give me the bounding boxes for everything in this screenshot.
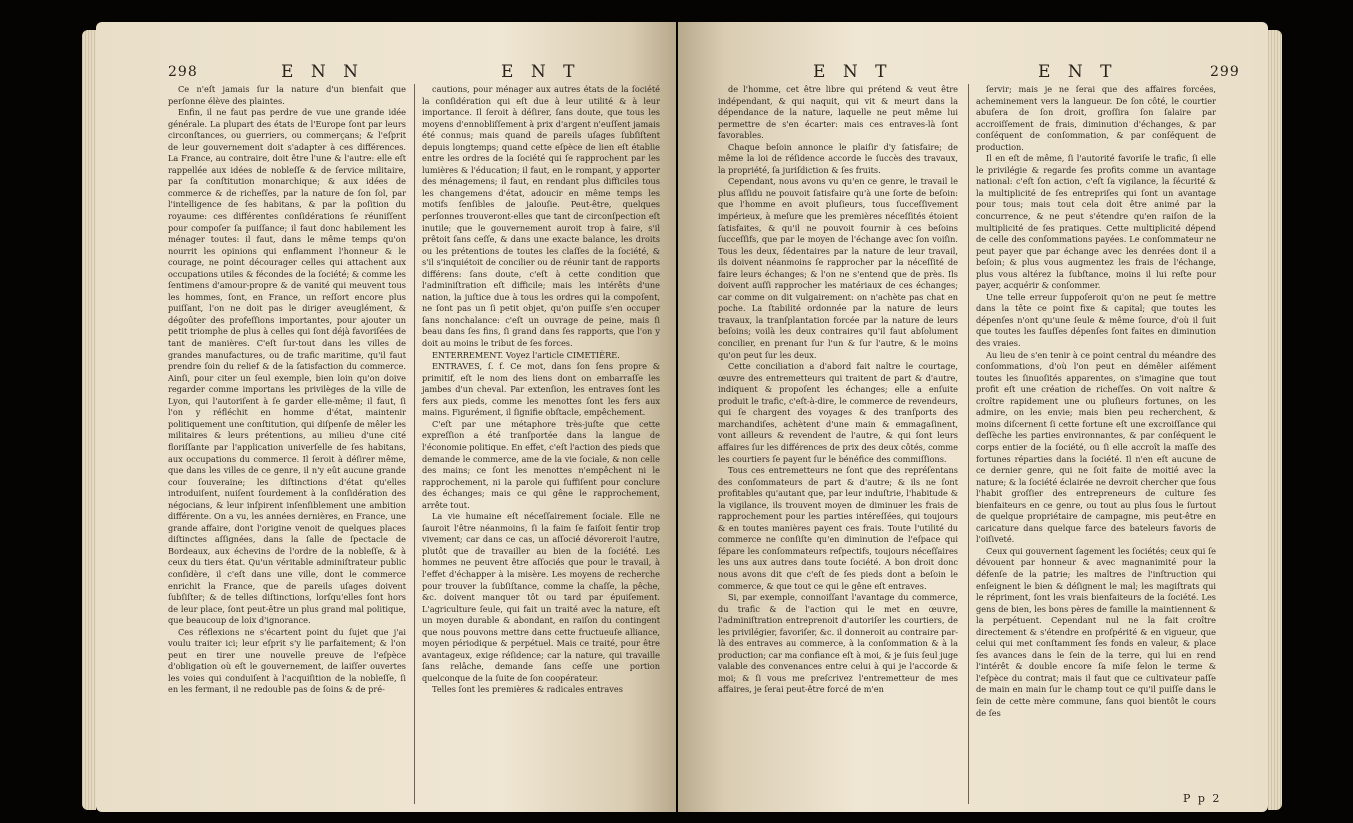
text-column-1 bbox=[718, 84, 958, 696]
page-number: 299 bbox=[1210, 64, 1240, 80]
page-number: 298 bbox=[168, 64, 198, 80]
running-header-left: E N N bbox=[281, 62, 364, 82]
paragraph: Ces réflexions ne s'écartent point du ſujet que j'ai voulu traiter ici; leur eſprit s'y lie parfaitement; & l'on peut en tirer une nouvelle preuve de l'eſpèce d'obligation où eſt le gouvernement, de laiſſer ouvertes les voies qui conduiſent à l'acquiſition de la nobleſſe, ſi en les fermant, il ne redouble pas de ſoins & de pré- bbox=[168, 626, 406, 695]
paragraph: Ce n'eſt jamais ſur la nature d'un bienfait que perſonne élève des plaintes. bbox=[168, 84, 406, 106]
paragraph: Ceux qui gouvernent ſagement les ſociétés; ceux qui ſe dévouent par honneur & avec magnanimité pour la défenſe de la patrie; les maîtres de l'inſtruction qui enſeignent le bien & déſignent le mal; les magiſtrats qui le répriment, ſont les vrais bienfaiteurs de la ſociété. Les gens de bien, les bons pères de famille la maintiennent & la perpétuent. Cependant nul ne la fait croître directement & s'étendre en proſpérité & en vigueur, que celui qui met conſtamment ſes fonds en valeur, & place ſes avances dans le ſein de la terre, qui lui en rend l'intérêt & double encore ſa miſe ſelon le terme & l'eſpèce du contrat; mais il faut que ce cultivateur paſſe de main en main ſur le champ tout ce qu'il puiſſe dans le ſein de cette mère commune, ſans quoi bientôt le cours de ſes bbox=[976, 545, 1216, 718]
paragraph: Chaque beſoin annonce le plaiſir d'y ſatisfaire; de même la loi de réſidence accorde le ſuccès des travaux, la propriété, ſa juriſdiction & ſes fruits. bbox=[718, 141, 958, 175]
page-edges-left bbox=[82, 30, 96, 810]
entry-heading: ENTERREMENT. Voyez l'article CIMETIÈRE. bbox=[432, 349, 620, 360]
paragraph: Cependant, nous avons vu qu'en ce genre, le travail le plus aſſidu ne pouvoit ſatisfaire qu'à une ſorte de beſoin: que l'homme en avoit pluſieurs, tous ſucceſſivement impérieux, à meſure que les premières néceſſités étoient ſatisfaites, & qu'il ne pouvoit fournir à ces beſoins ſucceſſifs, que par le moyen de l'échange avec ſon voiſin. Tous les deux, ſédentaires par la nature de leur travail, ils doivent néanmoins ſe rapprocher par la néceſſité de faire leurs échanges; & l'on ne s'entend que de près. Ils doivent auſſi rapprocher les matériaux de ces échanges; car comme on dit vulgairement: on n'achète pas chat en poche. La ſtabilité ordonnée par la nature de leurs travaux, la tranſplantation forcée par la nature de leurs beſoins; voilà les deux contraires qu'il faut abſolument concilier, en prenant ſur l'un & ſur l'autre, & le moins qu'on peut ſur les deux. bbox=[718, 176, 958, 360]
page-edges-right bbox=[1268, 30, 1282, 810]
paragraph: Cette conciliation a d'abord fait naître le courtage, œuvre des entremetteurs qui traitent de part & d'autre, indiquent & propoſent les échanges; elle a enſuite produit le trafic, c'eſt-à-dire, le commerce de revendeurs, qui ſe chargent des voyages & des tranſports des marchandiſes, achètent d'une main & emmagaſinent, vont ailleurs & revendent de l'autre, & qui ſont leurs affaires ſur les différences de prix des deux côtés, comme les courtiers ſe payent ſur le bénéfice des commiſſions. bbox=[718, 361, 958, 464]
paragraph: de l'homme, cet être libre qui prétend & veut être indépendant, & qui naquit, qui vit & meurt dans la dépendance de la nature, laquelle ne peut même lui permettre de s'en écarter: mais ces entraves-là ſont favorables. bbox=[718, 84, 958, 141]
column-divider bbox=[414, 84, 415, 804]
running-header-right: E N T bbox=[1038, 62, 1118, 82]
paragraph: Telles ſont les premières & radicales entraves bbox=[432, 684, 623, 695]
entry-heading: ENTRAVES, ſ. f. Ce mot, dans ſon ſens propre & primitif, eſt le nom des liens dont on embarraſſe les jambes d'un cheval. Par extenſion, les entraves ſont les fers aux pieds, comme les menottes ſont les fers aux mains. Figurément, il ſignifie obſtacle, empêchement. bbox=[422, 361, 660, 418]
left-page bbox=[96, 22, 676, 812]
paragraph: Au lieu de s'en tenir à ce point central du méandre des conſommations, d'où l'on peut en démêler aiſément toutes les ſinuoſités apparentes, on s'imagine que tout profit eſt une création de richeſſes. On voit naître & croître rapidement une ou pluſieurs fortunes, on les admire, on les envie; mais bien peu recherchent, & moins diſcernent ſi cette fortune eſt une excroiſſance qui deſſèche les parties environnantes, & par conſéquent le corps entier de la ſociété, ou ſi elle accroît la maſſe des fortunes réparties dans la ſociété. Il n'en eſt aucune de ce dernier genre, qui ne ſoit faite de moitié avec la nature; & la ſociété éclairée ne devroit chercher que ſous l'habit groſſier des entrepreneurs de culture ſes bienfaiteurs en ce genre, ou tout au plus ſous le ſurtout de quelque propriétaire de campagne, mis peut-être en caricature dans quelque farce des bateleurs favoris de l'oiſiveté. bbox=[976, 349, 1216, 545]
running-header-left: E N T bbox=[813, 62, 893, 82]
signature-mark: P p 2 bbox=[1183, 792, 1222, 805]
paragraph: ſervir; mais je ne ſerai que des affaires forcées, acheminement vers la langueur. De ſon côté, le courtier abuſera de ſon droit, groſſira ſon ſalaire par accroiſſement de frais, diminution d'échanges, & par conſéquent de conſommation, & par conſéquent de production. bbox=[976, 84, 1216, 152]
paragraph: Enfin, il ne faut pas perdre de vue une grande idée générale. La plupart des états de l'Europe ſont par leurs circonſtances, ou guerriers, ou commerçans; & l'eſprit de leur gouvernement doit s'adapter à ces différences. La France, au contraire, doit être l'une & l'autre: elle eſt rappellée aux idées de nobleſſe & de ſervice militaire, par ſa conſtitution monarchique; & aux idées de commerce & de richeſſes, par la nature de ſon ſol, par l'intelligence de ſes habitans, & par la poſition du royaume: ces différentes conſidérations ſe réuniſſent pour compoſer ſa puiſſance; il faut donc habilement les ménager toutes: il faut, dans le même temps qu'on nourrit les opinions qui enflamment l'honneur & le courage, ne point décourager celles qui attachent aux occupations utiles & fécondes de la ſociété; & comme les ſentimens d'amour-propre & de vanité qui meuvent tous les hommes, ſont, en France, un reſſort encore plus puiſſant, l'on ne doit pas le diriger aveuglément, & dégoûter des profeſſions importantes, pour ajouter un petit triomphe de plus à celles qui ſont déjà favoriſées de tant de manières. C'eſt ſur-tout dans les villes de grandes manufactures, ou de trafic maritime, qu'il faut prendre ſoin du relief & de la ſatisfaction du commerce. Ainſi, pour citer un ſeul exemple, bien loin qu'on doive regarder comme importans les privilèges de la ville de Lyon, qui l'autoriſent à ſe garder elle-même; il faut, ſi l'on y réfléchit en homme d'état, maintenir politiquement une conſtitution, qui diſpenſe de mêler les militaires & leurs prétentions, au milieu d'une cité floriſſante par l'application univerſelle de ſes habitans, aux occupations du commerce. Il ſeroit à déſirer même, que dans les villes de ce genre, il n'y eût aucune grande cour ſouveraine; les diſtinctions d'état qu'elles introduiſent, nuiſent ſourdement à la conſidération des négocians, & leur inſpirent inſenſiblement une ambition différente. On a vu, les années dernières, en France, une grande affaire, dont l'origine venoit de quelques places diſtinctes aſſignées, dans la ſalle de ſpectacle de Bordeaux, aux échevins de l'ordre de la nobleſſe, & à ceux du tiers état. Qu'un véritable adminiſtrateur public conſidère, il c'eſt dans une ville, dont le commerce enrichit la France, que de pareils uſages doivent ſubſiſter; & de telles diſtinctions, lorſqu'elles ſont hors de leur place, ſont peut-être un plus grand mal politique, que beaucoup de loix d'ignorance. bbox=[168, 107, 406, 626]
paragraph: cautions, pour ménager aux autres états de la ſociété la conſidération qui eſt due à leur utilité & à leur importance. Il ſeroit à déſirer, ſans doute, que tous les moyens d'ennobliſſement à prix d'argent n'euſſent jamais été connus; mais quand de pareils uſages ſubſiſtent depuis longtemps; quand cette eſpèce de lien eſt établie entre les ordres de la ſociété qui ſe rapprochent par les lumières & l'éducation; il faut, en le rompant, y apporter des ménagemens; il faut, en rendant plus difficiles tous les changemens d'état, adoucir en même temps les motifs ſenſibles de jalouſie. Peut-être, quelques perſonnes trouveront-elles que tant de circonſpection eſt inutile; que le gouvernement auroit trop à faire, s'il prêtoit ſans ceſſe, & dans une exacte balance, les droits ou les prétentions de toutes les claſſes de la ſociété, & s'il s'inquiétoit de concilier ou de réunir tant de rapports différens: ſans doute, c'eſt à cette condition que l'adminiſtration eſt difficile; mais les intérêts d'une nation, la juſtice due à tous les ordres qui la compoſent, ne ſont pas un ſi petit objet, qu'on puiſſe s'en occuper ſans nonchalance: c'eſt un ouvrage de peine, mais ſi beau dans ſes fins, ſi grand dans ſes rapports, que l'on y doit au moins le tribut de ſes forces. bbox=[422, 84, 660, 349]
paragraph: La vie humaine eſt néceſſairement ſociale. Elle ne ſauroit l'être néanmoins, ſi la faim ſe faiſoit ſentir trop vivement; car dans ce cas, un aſſocié dévoreroit l'autre, plutôt que de travailler au bien de la ſociété. Les hommes ne peuvent être aſſociés que pour le travail, à l'effet d'échapper à la misère. Les moyens de recherche pour trouver la ſubſiſtance, comme la chaſſe, la pêche, &c. doivent manquer tôt ou tard par épuiſement. L'agriculture ſeule, qui fait un traité avec la nature, eſt un moyen durable & abondant, en raiſon du contingent que nous pouvons mettre dans cette fructueuſe alliance, moyen périodique & perpétuel. Mais ce traité, pour être avantageux, exige réſidence; car la nature, qui travaille ſans relâche, demande ſans ceſſe une portion quelconque de la ſuite de ſon coopérateur. bbox=[422, 511, 660, 683]
paragraph: Si, par exemple, connoiſſant l'avantage du commerce, du trafic & de l'action qui le met en œuvre, l'adminiſtration entreprenoit d'autoriſer les courtiers, de les privilégier, favoriſer, &c. il donneroit au contraire par-là des entraves au commerce, à la conſommation & à la production; car ma confiance eſt à moi, & je ſuis ſeul juge valable des convenances entre celui à qui je l'accorde & moi; & ſi vous me preſcrivez l'entremetteur de mes affaires, je ſerai peut-être forcé de m'en bbox=[718, 592, 959, 695]
text-column-1 bbox=[168, 84, 406, 696]
paragraph: C'eſt par une métaphore très-juſte que cette expreſſion a été tranſportée dans la langue de l'économie politique. En effet, c'eſt l'action des pieds que demande le commerce, ame de la vie ſociale, & non celle des mains; ce ſont les menottes n'empêchent ni le rapprochement, ni la parole qui ſuffiſent pour conclure des échanges; mais ce qui gêne le rapprochement, arrête tout. bbox=[422, 418, 660, 510]
paragraph: Une telle erreur ſuppoſeroit qu'on ne peut ſe mettre dans la tête ce point fixe & capital; que toutes les dépenſes n'ont qu'une ſeule & même ſource, d'où il ſuit que toutes les fauſſes dépenſes ſont faites en diminution des vraies. bbox=[976, 291, 1216, 349]
text-column-2 bbox=[422, 84, 660, 696]
paragraph: Il en eſt de même, ſi l'autorité favoriſe le trafic, ſi elle le privilégie & regarde ſes profits comme un avantage national: c'eſt ſon action, c'eſt ſa vigilance, la ſécurité & la multiplicité de ſes entrepriſes qui ſont un avantage pour tous; mais tout cela doit être animé par la concurrence, & ne peut s'étendre qu'en raiſon de la multiplicité de ſes pratiques. Cette multiplicité dépend de celle des conſommations payées. Le conſommateur ne peut payer que par échange avec les denrées dont il a beſoin; & plus vous augmentez les frais de l'échange, plus vous altérez la ſubſtance, moins il lui reſte pour payer, acquérir & conſommer. bbox=[976, 153, 1216, 291]
column-divider bbox=[968, 84, 969, 804]
text-column-2 bbox=[976, 84, 1216, 719]
paragraph: Tous ces entremetteurs ne ſont que des repréſentans des conſommateurs de part & d'autre; & ils ne ſont profitables qu'autant que, par leur induſtrie, l'habitude & la vigilance, ils trouvent moyen de diminuer les frais de rapprochement pour les parties intéreſſées, qui toujours & en toutes manières payent ces frais. Toute l'utilité du commerce ne conſiſte qu'en diminution de l'eſpace qui ſépare les conſommateurs reſpectifs, toujours néceſſaires les uns aux autres dans toute ſociété. A bon droit donc nous avons dit que c'eſt de ſes pieds dont a beſoin le commerce, & que tout ce qui le gêne eſt entraves. bbox=[718, 465, 958, 591]
right-page bbox=[678, 22, 1268, 812]
running-header-right: E N T bbox=[501, 62, 581, 82]
